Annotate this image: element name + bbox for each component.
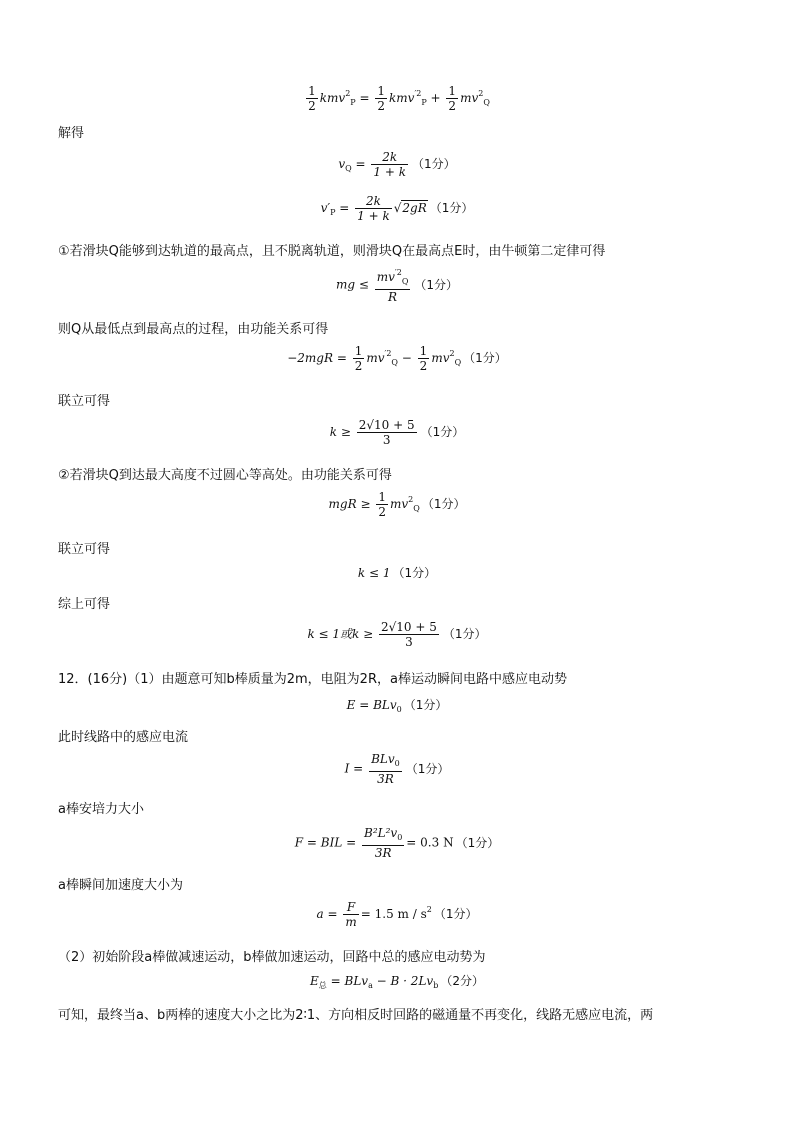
equation-ampere-force: F = BIL = $\frac{B^2L^2v_0}{3R}$ = 0.3 N （1分）	[294, 826, 500, 860]
text-zongshang: 综上可得	[58, 597, 111, 612]
text-ampere-force: a棒安培力大小	[58, 802, 144, 817]
equation-energy-1: −2mgR = $\frac{1}{2}$ $mv^{'2}_Q$ − $\frac{1}{2}$ $mv^2_Q$ （1分）	[287, 344, 507, 373]
text-question-12: 12．(16分)（1）由题意可知b棒质量为2m，电阻为2R，a棒运动瞬间电路中感应电动势	[58, 672, 567, 687]
equation-k1: k ≥ $\frac{2√10 + 5}{3}$ （1分）	[329, 418, 465, 447]
equation-emf: E = BLv$_0$ （1分）	[346, 698, 448, 714]
text-final: 可知，最终当a、b两棒的速度大小之比为2∶1、方向相反时回路的磁通量不再变化，线路无感应电流，两	[58, 1008, 654, 1023]
text-current: 此时线路中的感应电流	[58, 730, 189, 745]
equation-vq: $v_Q$ = $\frac{2k}{1 + k}$ （1分）	[338, 150, 456, 179]
equation-newton: mg ≤ $\frac{mv^{'2}_Q}{R}$ （1分）	[335, 268, 459, 304]
text-lianli-1: 联立可得	[58, 394, 111, 409]
equation-energy-2: mgR ≥ $\frac{1}{2}$ $mv^2_Q$ （1分）	[328, 490, 466, 519]
equation-vp: $v'_P$ = $\frac{2k}{1 + k}$ √2gR （1分）	[320, 194, 474, 223]
equation-total-emf: $E_总 = BLv_a - B \cdot 2Lv_b$ （2分）	[310, 974, 484, 990]
equation-energy-conservation: $\frac{1}{2}$ kmv$^2_P$ = $\frac{1}{2}$ kmv$^{'2}_P$ + $\frac{1}{2}$ $mv^2_Q$	[308, 84, 490, 113]
equation-k3: k ≤ 1或k ≥ $\frac{2√10 + 5}{3}$ （1分）	[307, 620, 487, 649]
text-case-2: ②若滑块Q到达最大高度不过圆心等高处。由功能关系可得	[58, 468, 392, 483]
text-energy-1: 则Q从最低点到最高点的过程，由功能关系可得	[58, 322, 329, 337]
text-lianli-2: 联立可得	[58, 542, 111, 557]
text-acceleration: a棒瞬间加速度大小为	[58, 878, 183, 893]
equation-k2: k ≤ 1 （1分）	[357, 566, 437, 580]
equation-acceleration: a = $\frac{F}{m}$ = 1.5 m / $s^2$ （1分）	[316, 900, 478, 929]
equation-current: I = $\frac{BLv_0}{3R}$ （1分）	[344, 752, 450, 786]
text-case-1: ①若滑块Q能够到达轨道的最高点，且不脱离轨道，则滑块Q在最高点E时，由牛顿第二定律可得	[58, 244, 606, 259]
text-part-2: （2）初始阶段a棒做减速运动，b棒做加速运动，回路中总的感应电动势为	[58, 950, 486, 965]
text-jiede: 解得	[58, 126, 85, 141]
